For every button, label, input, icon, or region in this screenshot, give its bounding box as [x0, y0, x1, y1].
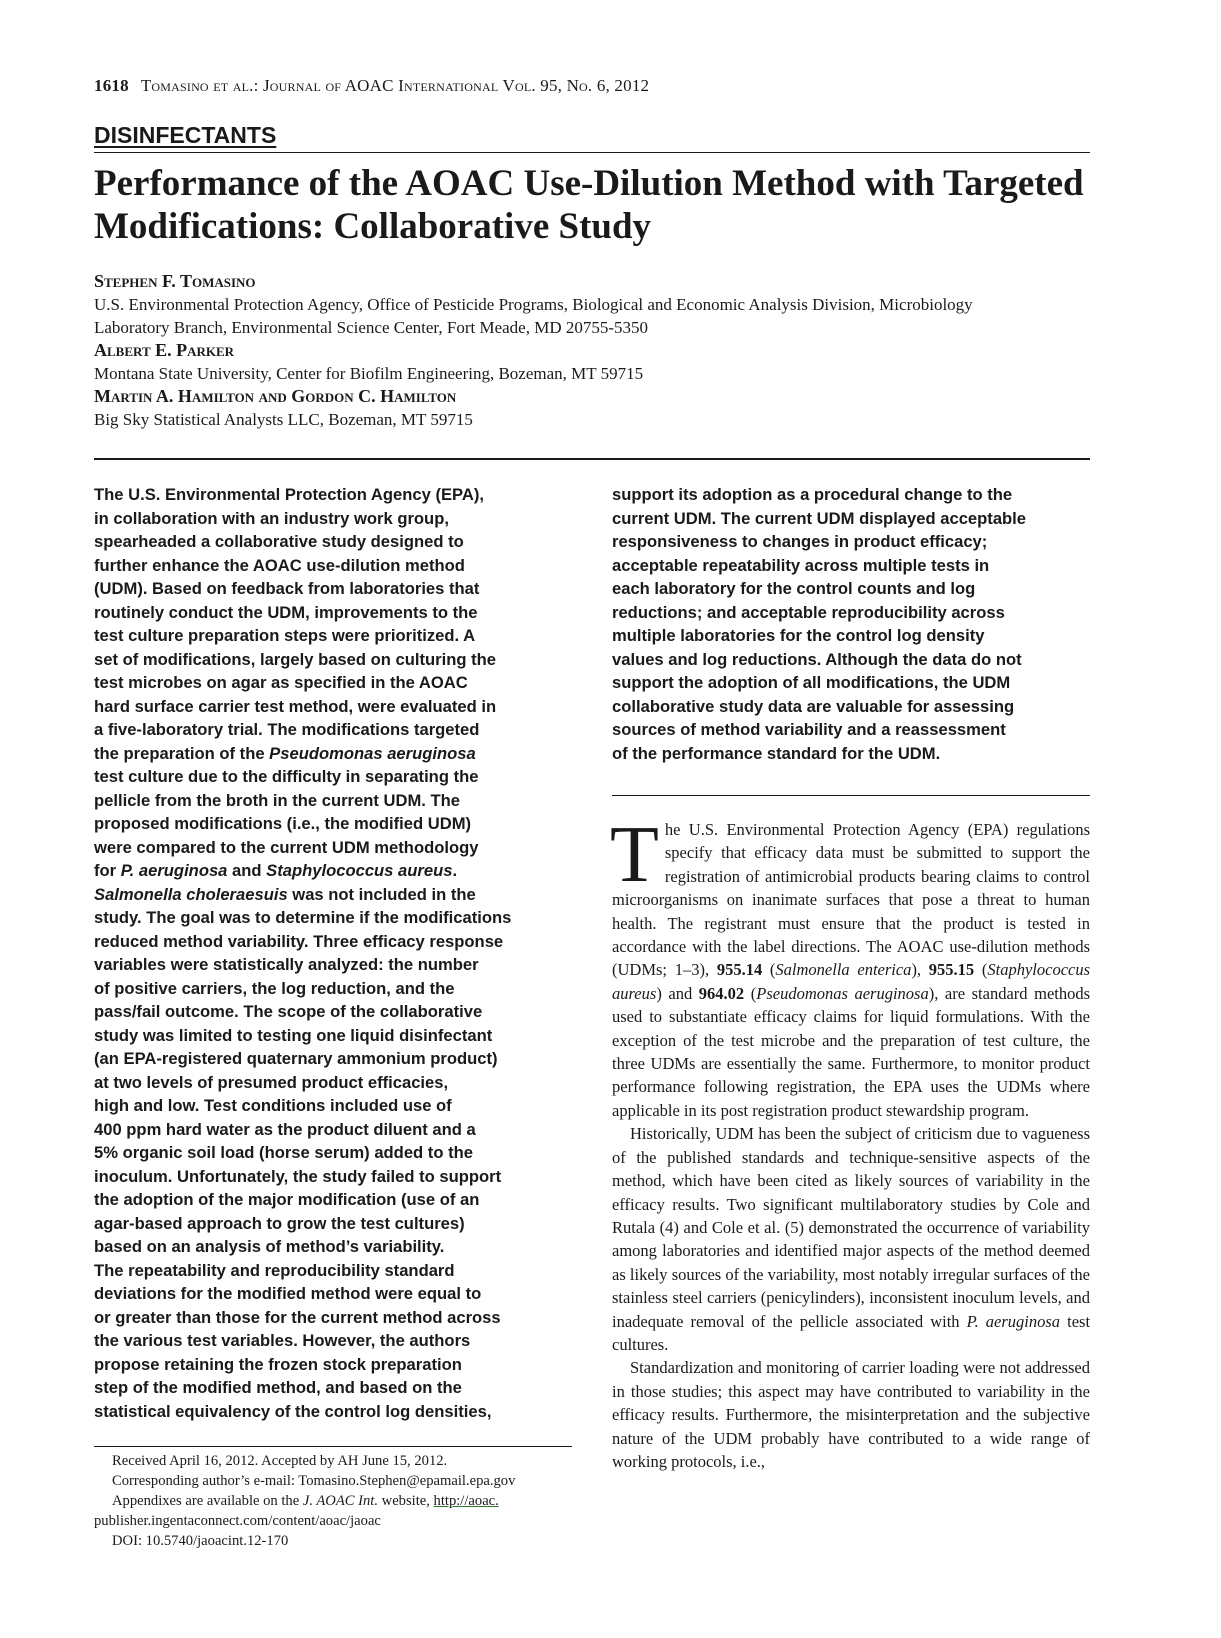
appendix-link[interactable]: http://aoac. — [433, 1493, 499, 1509]
appendix-note: Appendixes are available on the J. AOAC Int. website, http://aoac. — [112, 1493, 499, 1509]
abstract-line: based on an analysis of method’s variability. — [94, 1237, 445, 1256]
abstract-line: of the performance standard for the UDM. — [612, 743, 941, 763]
abstract-line: collaborative study data are valuable for assessing — [612, 696, 1015, 716]
body-paragraph: Historically, UDM has been the subject of criticism due to vagueness of the published standards and technique-sensitive aspects of the method, which have been cited as likely sources of variability in the efficacy results. Two significant multilaboratory studies by Cole and Rutala (4) and Cole et al. (5) demonstrated the occurrence of variability among laboratories and identified major aspects of the method deemed as likely sources of the variability, most notably irregular surfaces of the stainless steel carriers (penicylinders), inconsistent inoculum levels, and inadequate removal of the pellicle associated with P. aeruginosa test cultures. — [612, 1124, 1091, 1354]
running-head-text: Tomasino et al.: Journal of AOAC International Vol. 95, No. 6, 2012 — [140, 76, 650, 95]
abstract-line: the various test variables. However, the authors — [94, 1331, 471, 1350]
abstract-line: pass/fail outcome. The scope of the collaborative — [94, 1002, 483, 1021]
abstract-line: (an EPA-registered quaternary ammonium product) — [94, 1049, 498, 1068]
abstract-line: deviations for the modified method were equal to — [94, 1284, 482, 1303]
abstract-line: current UDM. The current UDM displayed acceptable — [612, 508, 1027, 528]
abstract-line: sources of method variability and a reassessment — [612, 720, 1006, 739]
abstract-line: study. The goal was to determine if the modifications — [94, 908, 512, 927]
abstract-line: support its adoption as a procedural change to the — [612, 485, 1013, 504]
article-title — [94, 162, 1094, 248]
drop-cap: T — [610, 811, 659, 899]
author-name: Martin A. Hamilton and Gordon C. Hamilton — [94, 386, 457, 406]
abstract-line: or greater than those for the current method across — [94, 1307, 501, 1327]
abstract-line: pellicle from the broth in the current UDM. The — [94, 790, 461, 810]
abstract-line: (UDM). Based on feedback from laboratories that — [94, 579, 480, 598]
author-affiliation: Montana State University, Center for Biofilm Engineering, Bozeman, MT 59715 — [94, 364, 644, 383]
running-header — [94, 76, 649, 96]
abstract-line: reduced method variability. Three efficacy response — [94, 931, 504, 951]
abstract-line: values and log reductions. Although the data do not — [612, 649, 1022, 669]
abstract-line: step of the modified method, and based on the — [94, 1378, 462, 1397]
abstract-line: The U.S. Environmental Protection Agency (EPA), — [94, 485, 485, 504]
abstract-line: the adoption of the major modification (use of an — [94, 1190, 480, 1209]
abstract-line: at two levels of presumed product efficacies, — [94, 1072, 449, 1092]
author-name: Albert E. Parker — [94, 340, 235, 360]
corresponding-author-note: Corresponding author’s e-mail: Tomasino.Stephen@epamail.epa.gov — [112, 1473, 516, 1489]
body-paragraph: Standardization and monitoring of carrier loading were not addressed in those studies; this aspect may have contributed to variability in the efficacy results. Furthermore, the misinterpretation and the subjective nature of the UDM probably have contributed to a wide range of working protocols, i.e., — [612, 1358, 1090, 1471]
appendix-link-continued[interactable]: publisher.ingentaconnect.com/content/aoac/jaoac — [94, 1513, 381, 1529]
footnotes — [94, 1451, 574, 1551]
abstract-line: propose retaining the frozen stock preparation — [94, 1354, 462, 1374]
abstract-line: 5% organic soil load (horse serum) added to the — [94, 1143, 473, 1162]
abstract-line: variables were statistically analyzed: the number — [94, 955, 479, 974]
body-paragraph: The U.S. Environmental Protection Agency (EPA) regulations specify that efficacy data must be submitted to support the registration of antimicrobial products bearing claims to control microorganisms on inanimate surfaces that pose a threat to human health. The registrant must ensure that the product is tested in accordance with the label directions. The AOAC use-dilution methods (UDMs; 1–3), 955.14 (Salmonella enterica), 955.15 (Staphylococcus aureus) and 964.02 (Pseudomonas aeruginosa), are standard methods used to substantiate efficacy claims for liquid formulations. With the exception of the test microbe and the preparation of test culture, the three UDMs are essentially the same. Furthermore, to monitor product performance following registration, the EPA uses the UDMs where applicable in its post registration product stewardship program. — [610, 811, 1091, 1120]
abstract-line: test microbes on agar as specified in the AOAC — [94, 673, 468, 692]
author-block — [94, 270, 1094, 431]
abstract-line: acceptable repeatability across multiple tests in — [612, 555, 990, 575]
abstract-line: reductions; and acceptable reproducibility across — [612, 602, 1005, 622]
abstract-line: in collaboration with an industry work group, — [94, 508, 449, 528]
abstract-rule — [94, 458, 1090, 460]
abstract-line: proposed modifications (i.e., the modified UDM) — [94, 814, 472, 833]
abstract-line: study was limited to testing one liquid disinfectant — [94, 1025, 493, 1045]
abstract-line: each laboratory for the control counts and log — [612, 579, 976, 598]
title-line: Performance of the AOAC Use-Dilution Method with Targeted — [94, 163, 1084, 204]
abstract-line: further enhance the AOAC use-dilution method — [94, 555, 465, 575]
title-line: Modifications: Collaborative Study — [94, 206, 652, 247]
abstract-line: high and low. Test conditions included use of — [94, 1096, 452, 1115]
abstract-line: statistical equivalency of the control log densities, — [94, 1401, 492, 1421]
abstract-line: inoculum. Unfortunately, the study failed to support — [94, 1166, 502, 1186]
abstract-line: a five-laboratory trial. The modifications targeted — [94, 720, 480, 739]
abstract-line: routinely conduct the UDM, improvements to the — [94, 602, 478, 622]
author-name: Stephen F. Tomasino — [94, 271, 256, 291]
abstract-line: were compared to the current UDM methodology — [94, 837, 479, 857]
abstract-right-column — [612, 483, 1102, 765]
header-rule — [94, 152, 1090, 153]
abstract-line: 400 ppm hard water as the product diluent and a — [94, 1119, 476, 1139]
abstract-line: Salmonella choleraesuis was not included in the — [94, 884, 476, 904]
author-affiliation: Big Sky Statistical Analysts LLC, Bozeman, MT 59715 — [94, 410, 473, 429]
abstract-line: hard surface carrier test method, were evaluated in — [94, 696, 497, 716]
author-affiliation: Laboratory Branch, Environmental Science Center, Fort Meade, MD 20755-5350 — [94, 318, 649, 337]
abstract-end-rule — [612, 795, 1090, 796]
abstract-line: set of modifications, largely based on culturing the — [94, 649, 496, 669]
received-note: Received April 16, 2012. Accepted by AH June 15, 2012. — [112, 1453, 448, 1469]
footnote-rule — [94, 1446, 572, 1447]
body-text — [610, 811, 1091, 1473]
section-label: DISINFECTANTS — [94, 122, 277, 148]
abstract-line: responsiveness to changes in product efficacy; — [612, 532, 988, 551]
doi-note: DOI: 10.5740/jaoacint.12-170 — [112, 1533, 289, 1549]
abstract-line: the preparation of the Pseudomonas aeruginosa — [94, 743, 476, 763]
abstract-line: test culture due to the difficulty in separating the — [94, 767, 479, 786]
abstract-line: spearheaded a collaborative study designed to — [94, 532, 464, 551]
abstract-left-column — [94, 483, 584, 1423]
abstract-line: for P. aeruginosa and Staphylococcus aureus. — [94, 861, 458, 880]
abstract-line: support the adoption of all modifications, the UDM — [612, 673, 1011, 692]
abstract-line: test culture preparation steps were prioritized. A — [94, 626, 476, 645]
page-number: 1618 — [94, 76, 129, 95]
abstract-line: The repeatability and reproducibility standard — [94, 1260, 455, 1280]
abstract-line: multiple laboratories for the control log density — [612, 626, 985, 645]
author-affiliation: U.S. Environmental Protection Agency, Office of Pesticide Programs, Biological and Economic Analysis Division, Microbiology — [94, 295, 973, 314]
abstract-line: of positive carriers, the log reduction, and the — [94, 978, 455, 998]
abstract-line: agar-based approach to grow the test cultures) — [94, 1213, 465, 1233]
